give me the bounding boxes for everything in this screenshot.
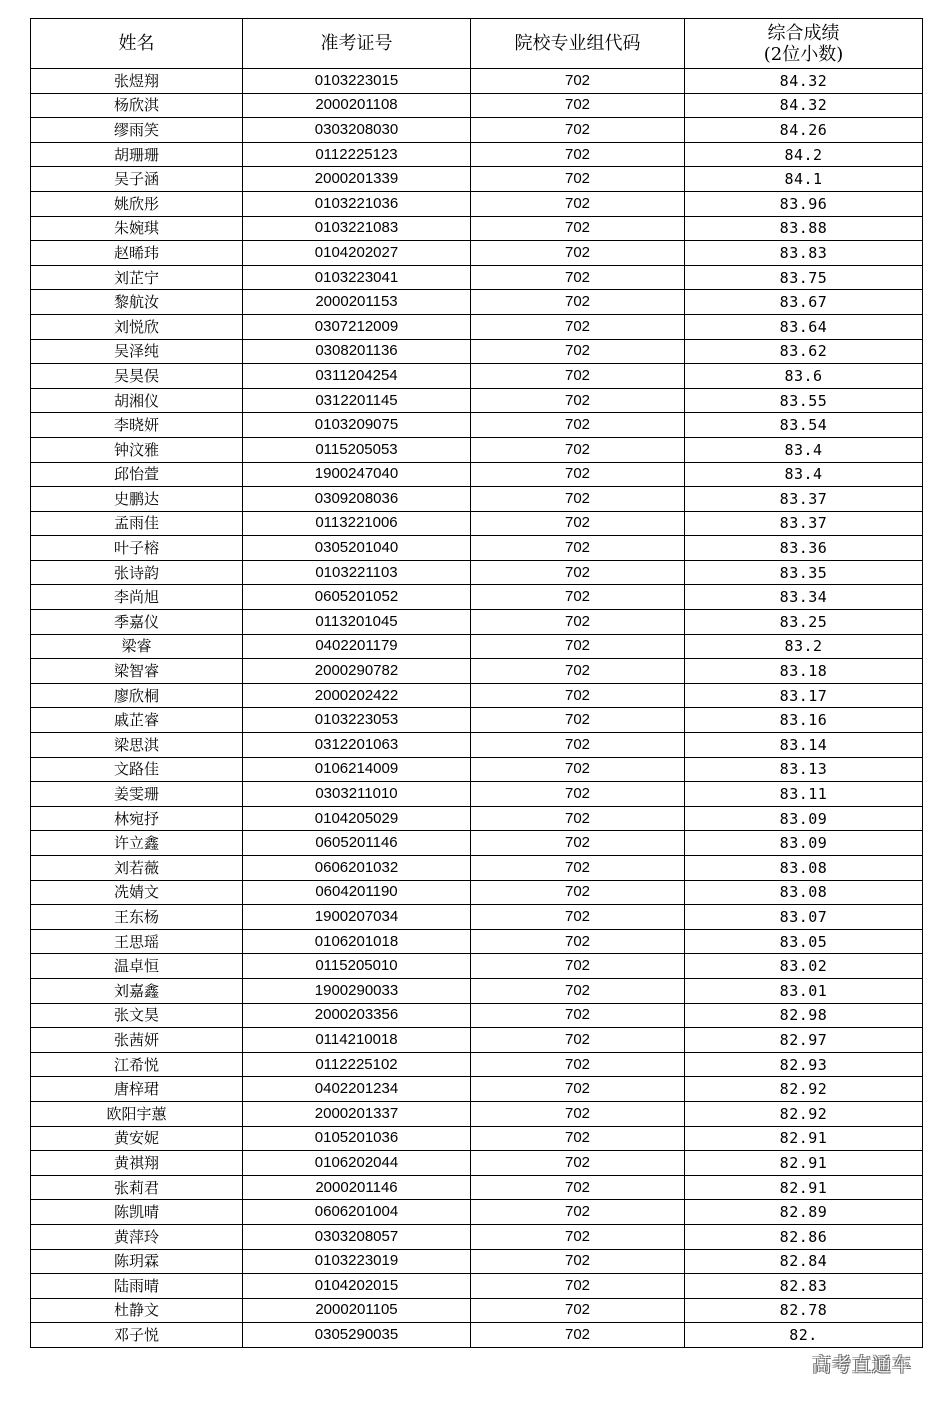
cell-group-code: 702: [471, 782, 685, 807]
table-row: [31, 880, 923, 905]
table-row: [31, 1274, 923, 1299]
cell-score: 83.54: [685, 413, 923, 438]
cell-name: 邓子悦: [31, 1323, 243, 1348]
table-row: [31, 437, 923, 462]
cell-score: 83.4: [685, 437, 923, 462]
cell-score: 82.97: [685, 1028, 923, 1053]
cell-name: 刘若薇: [31, 856, 243, 881]
cell-score: 82.92: [685, 1101, 923, 1126]
table-row: [31, 1298, 923, 1323]
cell-group-code: 702: [471, 880, 685, 905]
table-row: [31, 191, 923, 216]
cell-name: 黄安妮: [31, 1126, 243, 1151]
cell-group-code: 702: [471, 1249, 685, 1274]
cell-score: 83.01: [685, 978, 923, 1003]
cell-name: 黄祺翔: [31, 1151, 243, 1176]
cell-exam-id: 2000201108: [243, 93, 471, 118]
cell-score: 84.32: [685, 69, 923, 94]
cell-group-code: 702: [471, 560, 685, 585]
cell-score: 82.: [685, 1323, 923, 1348]
table-row: [31, 1101, 923, 1126]
cell-score: 83.62: [685, 339, 923, 364]
cell-exam-id: 0113201045: [243, 610, 471, 635]
watermark: 高考直通车: [812, 1354, 913, 1376]
cell-group-code: 702: [471, 265, 685, 290]
cell-score: 83.02: [685, 954, 923, 979]
cell-group-code: 702: [471, 1126, 685, 1151]
cell-score: 83.11: [685, 782, 923, 807]
cell-score: 82.98: [685, 1003, 923, 1028]
cell-name: 朱婉琪: [31, 216, 243, 241]
cell-name: 张煜翔: [31, 69, 243, 94]
cell-name: 吴子涵: [31, 167, 243, 192]
cell-exam-id: 2000201339: [243, 167, 471, 192]
cell-name: 廖欣桐: [31, 683, 243, 708]
cell-exam-id: 0303211010: [243, 782, 471, 807]
cell-score: 83.6: [685, 364, 923, 389]
cell-group-code: 702: [471, 905, 685, 930]
cell-group-code: 702: [471, 364, 685, 389]
cell-score: 82.91: [685, 1175, 923, 1200]
cell-score: 83.2: [685, 634, 923, 659]
cell-score: 84.26: [685, 118, 923, 143]
cell-exam-id: 0312201063: [243, 733, 471, 758]
cell-score: 83.17: [685, 683, 923, 708]
cell-exam-id: 0105201036: [243, 1126, 471, 1151]
cell-exam-id: 2000201337: [243, 1101, 471, 1126]
cell-score: 83.37: [685, 487, 923, 512]
header-row: [31, 19, 923, 69]
cell-exam-id: 1900247040: [243, 462, 471, 487]
cell-exam-id: 0605201052: [243, 585, 471, 610]
cell-group-code: 702: [471, 610, 685, 635]
cell-name: 姜雯珊: [31, 782, 243, 807]
cell-group-code: 702: [471, 954, 685, 979]
cell-exam-id: 2000201146: [243, 1175, 471, 1200]
cell-group-code: 702: [471, 1224, 685, 1249]
cell-group-code: 702: [471, 437, 685, 462]
cell-exam-id: 0103223019: [243, 1249, 471, 1274]
cell-name: 陆雨晴: [31, 1274, 243, 1299]
cell-name: 刘芷宁: [31, 265, 243, 290]
table-row: [31, 1028, 923, 1053]
cell-name: 王东杨: [31, 905, 243, 930]
cell-group-code: 702: [471, 536, 685, 561]
cell-exam-id: 0312201145: [243, 388, 471, 413]
header-exam-id: 准考证号: [243, 19, 471, 69]
cell-score: 83.08: [685, 856, 923, 881]
cell-name: 温卓恒: [31, 954, 243, 979]
cell-name: 邱怡萱: [31, 462, 243, 487]
cell-score: 83.16: [685, 708, 923, 733]
cell-name: 李晓妍: [31, 413, 243, 438]
cell-exam-id: 0311204254: [243, 364, 471, 389]
table-row: [31, 241, 923, 266]
cell-score: 83.07: [685, 905, 923, 930]
table-body: [31, 69, 923, 1348]
cell-score: 83.4: [685, 462, 923, 487]
cell-score: 83.08: [685, 880, 923, 905]
cell-score: 84.2: [685, 142, 923, 167]
cell-exam-id: 0103221036: [243, 191, 471, 216]
cell-group-code: 702: [471, 683, 685, 708]
cell-exam-id: 0305290035: [243, 1323, 471, 1348]
table-row: [31, 265, 923, 290]
cell-name: 梁智睿: [31, 659, 243, 684]
cell-group-code: 702: [471, 216, 685, 241]
cell-group-code: 702: [471, 1028, 685, 1053]
cell-name: 钟汶雅: [31, 437, 243, 462]
table-row: [31, 585, 923, 610]
cell-name: 刘悦欣: [31, 314, 243, 339]
cell-exam-id: 0402201179: [243, 634, 471, 659]
cell-exam-id: 0308201136: [243, 339, 471, 364]
cell-score: 82.86: [685, 1224, 923, 1249]
cell-exam-id: 0106201018: [243, 929, 471, 954]
header-name: 姓名: [31, 19, 243, 69]
cell-group-code: 702: [471, 806, 685, 831]
cell-group-code: 702: [471, 388, 685, 413]
cell-exam-id: 0104205029: [243, 806, 471, 831]
cell-score: 84.1: [685, 167, 923, 192]
cell-exam-id: 0305201040: [243, 536, 471, 561]
cell-group-code: 702: [471, 634, 685, 659]
cell-group-code: 702: [471, 191, 685, 216]
table-header: [31, 19, 923, 69]
cell-exam-id: 0303208030: [243, 118, 471, 143]
cell-score: 82.92: [685, 1077, 923, 1102]
cell-name: 张诗韵: [31, 560, 243, 585]
table-row: [31, 93, 923, 118]
table-row: [31, 1052, 923, 1077]
table-row: [31, 929, 923, 954]
cell-name: 冼婧文: [31, 880, 243, 905]
cell-score: 82.91: [685, 1126, 923, 1151]
table-row: [31, 216, 923, 241]
cell-exam-id: 0106214009: [243, 757, 471, 782]
table-row: [31, 856, 923, 881]
table-row: [31, 511, 923, 536]
cell-score: 83.55: [685, 388, 923, 413]
cell-name: 李尚旭: [31, 585, 243, 610]
table-row: [31, 1200, 923, 1225]
cell-name: 欧阳宇蕙: [31, 1101, 243, 1126]
table-row: [31, 118, 923, 143]
cell-name: 梁思淇: [31, 733, 243, 758]
cell-name: 孟雨佳: [31, 511, 243, 536]
cell-group-code: 702: [471, 167, 685, 192]
cell-group-code: 702: [471, 118, 685, 143]
cell-group-code: 702: [471, 757, 685, 782]
table-row: [31, 806, 923, 831]
cell-group-code: 702: [471, 978, 685, 1003]
cell-exam-id: 0103221083: [243, 216, 471, 241]
cell-group-code: 702: [471, 487, 685, 512]
table-row: [31, 314, 923, 339]
cell-exam-id: 0115205053: [243, 437, 471, 462]
cell-score: 83.67: [685, 290, 923, 315]
cell-exam-id: 0605201146: [243, 831, 471, 856]
table-row: [31, 905, 923, 930]
cell-exam-id: 1900207034: [243, 905, 471, 930]
cell-score: 83.18: [685, 659, 923, 684]
cell-name: 姚欣彤: [31, 191, 243, 216]
table-row: [31, 610, 923, 635]
table-row: [31, 683, 923, 708]
cell-name: 梁睿: [31, 634, 243, 659]
header-score: [685, 19, 923, 69]
cell-name: 王思瑶: [31, 929, 243, 954]
cell-group-code: 702: [471, 1077, 685, 1102]
cell-score: 82.84: [685, 1249, 923, 1274]
cell-score: 83.83: [685, 241, 923, 266]
table-row: [31, 634, 923, 659]
cell-group-code: 702: [471, 1200, 685, 1225]
cell-exam-id: 2000201153: [243, 290, 471, 315]
cell-name: 戚芷睿: [31, 708, 243, 733]
header-score-title: 综合成绩: [767, 22, 840, 44]
cell-score: 83.09: [685, 831, 923, 856]
cell-exam-id: 0103209075: [243, 413, 471, 438]
cell-name: 张文昊: [31, 1003, 243, 1028]
table-row: [31, 733, 923, 758]
cell-score: 83.64: [685, 314, 923, 339]
cell-group-code: 702: [471, 339, 685, 364]
cell-group-code: 702: [471, 1052, 685, 1077]
cell-score: 84.32: [685, 93, 923, 118]
table-row: [31, 1249, 923, 1274]
cell-name: 季嘉仪: [31, 610, 243, 635]
cell-exam-id: 0604201190: [243, 880, 471, 905]
header-score-note: (2位小数): [763, 43, 844, 65]
cell-score: 83.36: [685, 536, 923, 561]
cell-name: 许立鑫: [31, 831, 243, 856]
cell-score: 83.88: [685, 216, 923, 241]
cell-group-code: 702: [471, 241, 685, 266]
cell-score: 83.35: [685, 560, 923, 585]
table-row: [31, 1323, 923, 1348]
cell-group-code: 702: [471, 290, 685, 315]
cell-name: 林宛抒: [31, 806, 243, 831]
cell-score: 82.89: [685, 1200, 923, 1225]
cell-exam-id: 2000202422: [243, 683, 471, 708]
cell-name: 杨欣淇: [31, 93, 243, 118]
table-row: [31, 757, 923, 782]
cell-exam-id: 0103223015: [243, 69, 471, 94]
cell-name: 史鹏达: [31, 487, 243, 512]
cell-name: 黄萍玲: [31, 1224, 243, 1249]
cell-exam-id: 0103221103: [243, 560, 471, 585]
cell-group-code: 702: [471, 1175, 685, 1200]
cell-exam-id: 0112225102: [243, 1052, 471, 1077]
cell-group-code: 702: [471, 69, 685, 94]
cell-exam-id: 2000290782: [243, 659, 471, 684]
cell-name: 唐梓珺: [31, 1077, 243, 1102]
cell-exam-id: 0303208057: [243, 1224, 471, 1249]
table-row: [31, 1151, 923, 1176]
cell-exam-id: 2000201105: [243, 1298, 471, 1323]
cell-name: 吴泽纯: [31, 339, 243, 364]
table-row: [31, 167, 923, 192]
table-row: [31, 487, 923, 512]
table-row: [31, 978, 923, 1003]
table-row: [31, 536, 923, 561]
cell-exam-id: 0104202027: [243, 241, 471, 266]
cell-exam-id: 0309208036: [243, 487, 471, 512]
cell-group-code: 702: [471, 1298, 685, 1323]
cell-name: 缪雨笑: [31, 118, 243, 143]
table-row: [31, 1126, 923, 1151]
cell-exam-id: 0307212009: [243, 314, 471, 339]
cell-score: 83.14: [685, 733, 923, 758]
cell-group-code: 702: [471, 708, 685, 733]
table-row: [31, 1003, 923, 1028]
table-row: [31, 1175, 923, 1200]
table-row: [31, 462, 923, 487]
table-row: [31, 708, 923, 733]
table-row: [31, 339, 923, 364]
cell-name: 叶子榕: [31, 536, 243, 561]
cell-name: 张莉君: [31, 1175, 243, 1200]
cell-exam-id: 0606201032: [243, 856, 471, 881]
cell-group-code: 702: [471, 413, 685, 438]
cell-name: 陈凯晴: [31, 1200, 243, 1225]
cell-exam-id: 1900290033: [243, 978, 471, 1003]
cell-name: 赵晞玮: [31, 241, 243, 266]
table-row: [31, 142, 923, 167]
table-row: [31, 388, 923, 413]
cell-group-code: 702: [471, 929, 685, 954]
cell-exam-id: 0103223041: [243, 265, 471, 290]
cell-score: 83.34: [685, 585, 923, 610]
header-group-code: 院校专业组代码: [471, 19, 685, 69]
table-row: [31, 782, 923, 807]
cell-group-code: 702: [471, 733, 685, 758]
cell-exam-id: 0106202044: [243, 1151, 471, 1176]
table-row: [31, 954, 923, 979]
cell-group-code: 702: [471, 1323, 685, 1348]
cell-group-code: 702: [471, 1101, 685, 1126]
cell-group-code: 702: [471, 831, 685, 856]
cell-group-code: 702: [471, 511, 685, 536]
table-row: [31, 413, 923, 438]
cell-name: 刘嘉鑫: [31, 978, 243, 1003]
score-table: [30, 18, 923, 1348]
cell-group-code: 702: [471, 1003, 685, 1028]
cell-group-code: 702: [471, 462, 685, 487]
cell-group-code: 702: [471, 93, 685, 118]
cell-exam-id: 0103223053: [243, 708, 471, 733]
cell-score: 83.96: [685, 191, 923, 216]
cell-group-code: 702: [471, 142, 685, 167]
table-row: [31, 831, 923, 856]
cell-score: 82.91: [685, 1151, 923, 1176]
table-row: [31, 364, 923, 389]
cell-exam-id: 2000203356: [243, 1003, 471, 1028]
cell-exam-id: 0115205010: [243, 954, 471, 979]
cell-score: 83.25: [685, 610, 923, 635]
cell-score: 82.83: [685, 1274, 923, 1299]
cell-name: 陈玥霖: [31, 1249, 243, 1274]
cell-exam-id: 0104202015: [243, 1274, 471, 1299]
cell-score: 83.13: [685, 757, 923, 782]
cell-name: 文路佳: [31, 757, 243, 782]
cell-score: 82.93: [685, 1052, 923, 1077]
cell-name: 张茜妍: [31, 1028, 243, 1053]
cell-name: 黎航汝: [31, 290, 243, 315]
cell-name: 江希悦: [31, 1052, 243, 1077]
cell-exam-id: 0114210018: [243, 1028, 471, 1053]
cell-group-code: 702: [471, 314, 685, 339]
cell-score: 83.75: [685, 265, 923, 290]
table-row: [31, 290, 923, 315]
cell-group-code: 702: [471, 856, 685, 881]
table-row: [31, 1077, 923, 1102]
cell-name: 胡珊珊: [31, 142, 243, 167]
table-row: [31, 560, 923, 585]
cell-exam-id: 0112225123: [243, 142, 471, 167]
cell-group-code: 702: [471, 585, 685, 610]
cell-name: 胡湘仪: [31, 388, 243, 413]
table-row: [31, 69, 923, 94]
cell-score: 83.37: [685, 511, 923, 536]
cell-exam-id: 0113221006: [243, 511, 471, 536]
cell-name: 吴昊俣: [31, 364, 243, 389]
cell-group-code: 702: [471, 659, 685, 684]
table-row: [31, 659, 923, 684]
cell-score: 83.09: [685, 806, 923, 831]
table-row: [31, 1224, 923, 1249]
cell-exam-id: 0606201004: [243, 1200, 471, 1225]
cell-score: 83.05: [685, 929, 923, 954]
cell-exam-id: 0402201234: [243, 1077, 471, 1102]
cell-group-code: 702: [471, 1274, 685, 1299]
cell-score: 82.78: [685, 1298, 923, 1323]
cell-name: 杜静文: [31, 1298, 243, 1323]
cell-group-code: 702: [471, 1151, 685, 1176]
